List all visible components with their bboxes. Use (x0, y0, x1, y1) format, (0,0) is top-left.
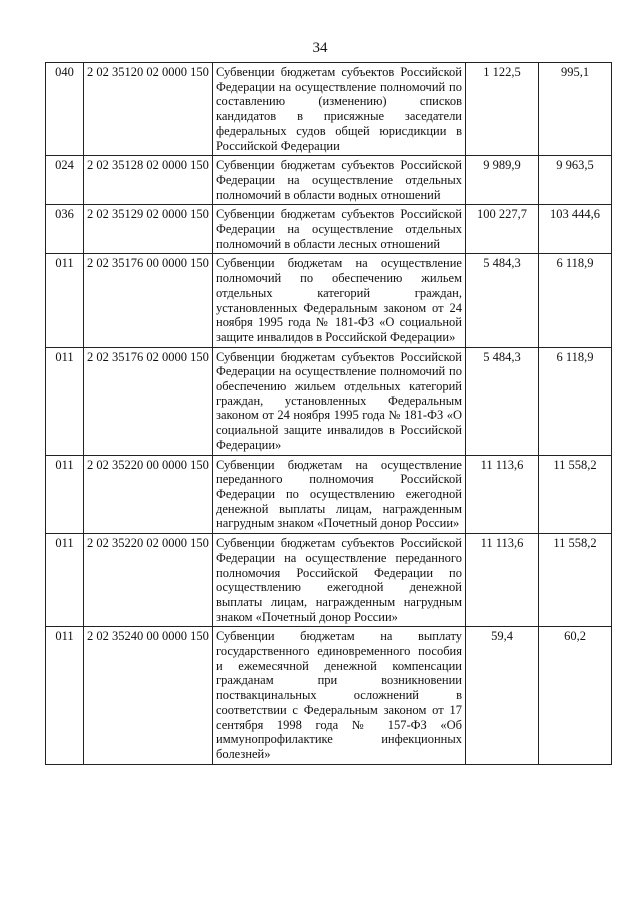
description-cell: Субвенции бюджетам на выплату государственного единовременного пособия и ежемесячной денежной компенсации гражданам при возникновении поствакцинальных осложнений в соответствии с Федеральным законом от 17 сентября 1998 года № 157-ФЗ «Об иммунопрофилактике инфекционных болезней» (213, 627, 466, 764)
budget-table (45, 62, 612, 765)
admin-code-cell: 011 (46, 627, 84, 764)
amount-year-1-cell: 5 484,3 (466, 347, 539, 455)
table-row (46, 534, 612, 627)
amount-year-2-cell: 60,2 (539, 627, 612, 764)
amount-year-1-cell: 1 122,5 (466, 63, 539, 156)
budget-classification-code-cell: 2 02 35128 02 0000 150 (84, 156, 213, 205)
admin-code-cell: 011 (46, 347, 84, 455)
description-cell: Субвенции бюджетам субъектов Российской Федерации на осуществление полномочий по обеспечению жильем отдельных категорий граждан, установленных Федеральным законом от 24 ноября 1995 года № 181-ФЗ «О социальной защите инвалидов в Российской Федерации» (213, 347, 466, 455)
amount-year-2-cell: 6 118,9 (539, 347, 612, 455)
amount-year-1-cell: 59,4 (466, 627, 539, 764)
admin-code-cell: 024 (46, 156, 84, 205)
description-cell: Субвенции бюджетам на осуществление полномочий по обеспечению жильем отдельных категорий граждан, установленных Федеральным законом от 24 ноября 1995 года № 181-ФЗ «О социальной защите инвалидов в Российской Федерации» (213, 254, 466, 347)
admin-code-cell: 040 (46, 63, 84, 156)
budget-classification-code-cell: 2 02 35176 02 0000 150 (84, 347, 213, 455)
table-row (46, 455, 612, 534)
budget-classification-code-cell: 2 02 35176 00 0000 150 (84, 254, 213, 347)
amount-year-2-cell: 995,1 (539, 63, 612, 156)
budget-classification-code-cell: 2 02 35240 00 0000 150 (84, 627, 213, 764)
amount-year-2-cell: 11 558,2 (539, 455, 612, 534)
table-row (46, 347, 612, 455)
page-number: 34 (312, 40, 328, 56)
description-cell: Субвенции бюджетам субъектов Российской Федерации на осуществление полномочий по составлению (изменению) списков кандидатов в присяжные заседатели федеральных судов общей юрисдикции в Российской Федерации (213, 63, 466, 156)
table-row (46, 156, 612, 205)
amount-year-1-cell: 100 227,7 (466, 205, 539, 254)
amount-year-2-cell: 9 963,5 (539, 156, 612, 205)
description-cell: Субвенции бюджетам субъектов Российской Федерации на осуществление отдельных полномочий в области водных отношений (213, 156, 466, 205)
amount-year-1-cell: 5 484,3 (466, 254, 539, 347)
admin-code-cell: 011 (46, 534, 84, 627)
amount-year-2-cell: 6 118,9 (539, 254, 612, 347)
admin-code-cell: 036 (46, 205, 84, 254)
table-row (46, 63, 612, 156)
budget-classification-code-cell: 2 02 35220 00 0000 150 (84, 455, 213, 534)
amount-year-1-cell: 9 989,9 (466, 156, 539, 205)
amount-year-1-cell: 11 113,6 (466, 455, 539, 534)
amount-year-2-cell: 103 444,6 (539, 205, 612, 254)
admin-code-cell: 011 (46, 455, 84, 534)
budget-classification-code-cell: 2 02 35120 02 0000 150 (84, 63, 213, 156)
amount-year-2-cell: 11 558,2 (539, 534, 612, 627)
description-cell: Субвенции бюджетам субъектов Российской Федерации на осуществление переданного полномочия Российской Федерации по осуществлению ежегодной денежной выплаты лицам, награжденным нагрудным знаком «Почетный донор России» (213, 534, 466, 627)
budget-classification-code-cell: 2 02 35220 02 0000 150 (84, 534, 213, 627)
amount-year-1-cell: 11 113,6 (466, 534, 539, 627)
budget-classification-code-cell: 2 02 35129 02 0000 150 (84, 205, 213, 254)
admin-code-cell: 011 (46, 254, 84, 347)
description-cell: Субвенции бюджетам на осуществление переданного полномочия Российской Федерации по осуществлению ежегодной денежной выплаты лицам, награжденным нагрудным знаком «Почетный донор России» (213, 455, 466, 534)
description-cell: Субвенции бюджетам субъектов Российской Федерации на осуществление отдельных полномочий в области лесных отношений (213, 205, 466, 254)
table-row (46, 627, 612, 764)
table-row (46, 254, 612, 347)
table-row (46, 205, 612, 254)
